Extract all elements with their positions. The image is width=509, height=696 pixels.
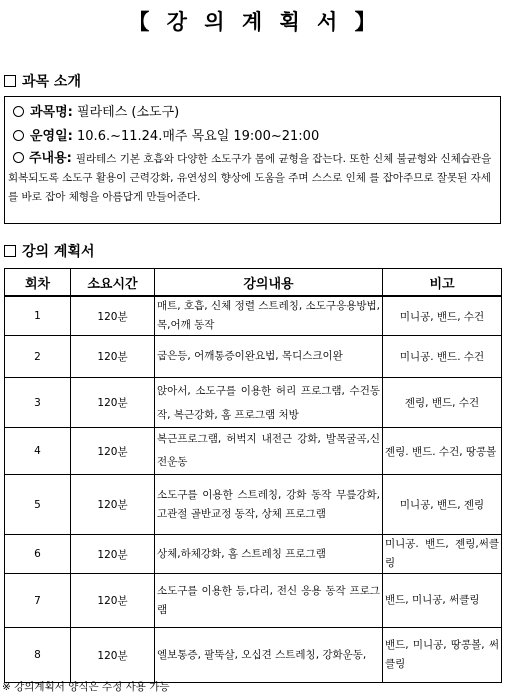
lecture-plan-table bbox=[4, 268, 502, 683]
circle-bullet-icon bbox=[13, 152, 24, 163]
session-number: 6 bbox=[5, 535, 71, 574]
session-duration: 120분 bbox=[71, 475, 155, 535]
table-row bbox=[5, 428, 502, 475]
header-duration: 소요시간 bbox=[71, 269, 155, 297]
session-content: 소도구를 이용한 등,다리, 전신 응용 동작 프로그램 bbox=[155, 574, 383, 628]
header-session: 회차 bbox=[5, 269, 71, 297]
table-row bbox=[5, 336, 502, 378]
session-number: 2 bbox=[5, 336, 71, 378]
square-bullet-icon bbox=[4, 75, 16, 87]
session-content: 복근프로그램, 허벅지 내전근 강화, 발목굴곡,신전운동 bbox=[155, 428, 383, 475]
session-content: 매트, 호흡, 신체 정렬 스트레칭, 소도구응용방법, 목,어깨 동작 bbox=[155, 296, 383, 336]
table-row bbox=[5, 296, 502, 336]
section-heading-plan: 강의 계획서 bbox=[4, 241, 95, 261]
content-description: 주내용: 필라테스 기본 호흡와 다양한 소도구가 몸에 균형을 잡는다. 또한 신체 불균형와 신체습관을 회복되도록 소도구 활용이 근력강화, 유연성의 향상에 도움을 주며 스스로 인체 를 잡아주므로 잘못된 자세를 바로 잡아 체형을 아름답게 만들어준다. bbox=[8, 151, 492, 203]
session-note: 밴드, 미니공, 써클링 bbox=[383, 574, 502, 628]
session-content: 상체,하체강화, 홈 스트레칭 프로그램 bbox=[155, 535, 383, 574]
intro-box bbox=[4, 96, 501, 224]
circle-bullet-icon bbox=[13, 130, 24, 141]
session-content: 소도구를 이용한 스트레칭, 강화 동작 무릎강화, 고관절 골반교정 동작, 상체 프로그램 bbox=[155, 475, 383, 535]
square-bullet-icon bbox=[4, 245, 16, 257]
session-content: 굽은등, 어깨통증이완요법, 목디스크이완 bbox=[155, 336, 383, 378]
session-duration: 120분 bbox=[71, 296, 155, 336]
session-note: 미니공. 밴드, 젠링,써클링 bbox=[383, 535, 502, 574]
session-note: 미니공. 밴드. 수건 bbox=[383, 336, 502, 378]
session-note: 젠링, 밴드, 수건 bbox=[383, 378, 502, 428]
table-header-row bbox=[5, 269, 502, 297]
session-duration: 120분 bbox=[71, 336, 155, 378]
header-content: 강의내용 bbox=[155, 269, 383, 297]
course-name-line: 과목명: 필라테스 (소도구) bbox=[13, 101, 179, 120]
session-duration: 120분 bbox=[71, 535, 155, 574]
session-note: 젠링. 밴드. 수건, 땅콩볼 bbox=[383, 428, 502, 475]
schedule-line: 운영일: 10.6.~11.24.매주 목요일 19:00~21:00 bbox=[13, 125, 319, 144]
session-number: 3 bbox=[5, 378, 71, 428]
session-number: 8 bbox=[5, 628, 71, 683]
session-content: 앉아서, 소도구를 이용한 허리 프로그램, 수건동작, 복근강화, 홈 프로그램 처방 bbox=[155, 378, 383, 428]
table-row bbox=[5, 535, 502, 574]
session-content: 엘보통증, 팔뚝살, 오십견 스트레칭, 강화운동, bbox=[155, 628, 383, 683]
section-heading-intro: 과목 소개 bbox=[4, 71, 81, 91]
session-number: 4 bbox=[5, 428, 71, 475]
session-note: 미니공, 밴드, 젠링 bbox=[383, 475, 502, 535]
session-note: 미니공, 밴드, 수건 bbox=[383, 296, 502, 336]
table-row bbox=[5, 574, 502, 628]
session-duration: 120분 bbox=[71, 628, 155, 683]
circle-bullet-icon bbox=[13, 106, 24, 117]
session-duration: 120분 bbox=[71, 378, 155, 428]
table-row bbox=[5, 628, 502, 683]
page-title: 【 강 의 계 획 서 】 bbox=[128, 10, 381, 34]
session-duration: 120분 bbox=[71, 574, 155, 628]
session-number: 7 bbox=[5, 574, 71, 628]
table-row bbox=[5, 378, 502, 428]
header-note: 비고 bbox=[383, 269, 502, 297]
footnote: ※ 강의계획서 양식은 수정 사용 가능 bbox=[2, 681, 170, 693]
session-number: 5 bbox=[5, 475, 71, 535]
session-number: 1 bbox=[5, 296, 71, 336]
session-note: 밴드, 미니공, 땅콩볼, 써클링 bbox=[383, 628, 502, 683]
session-duration: 120분 bbox=[71, 428, 155, 475]
table-row bbox=[5, 475, 502, 535]
